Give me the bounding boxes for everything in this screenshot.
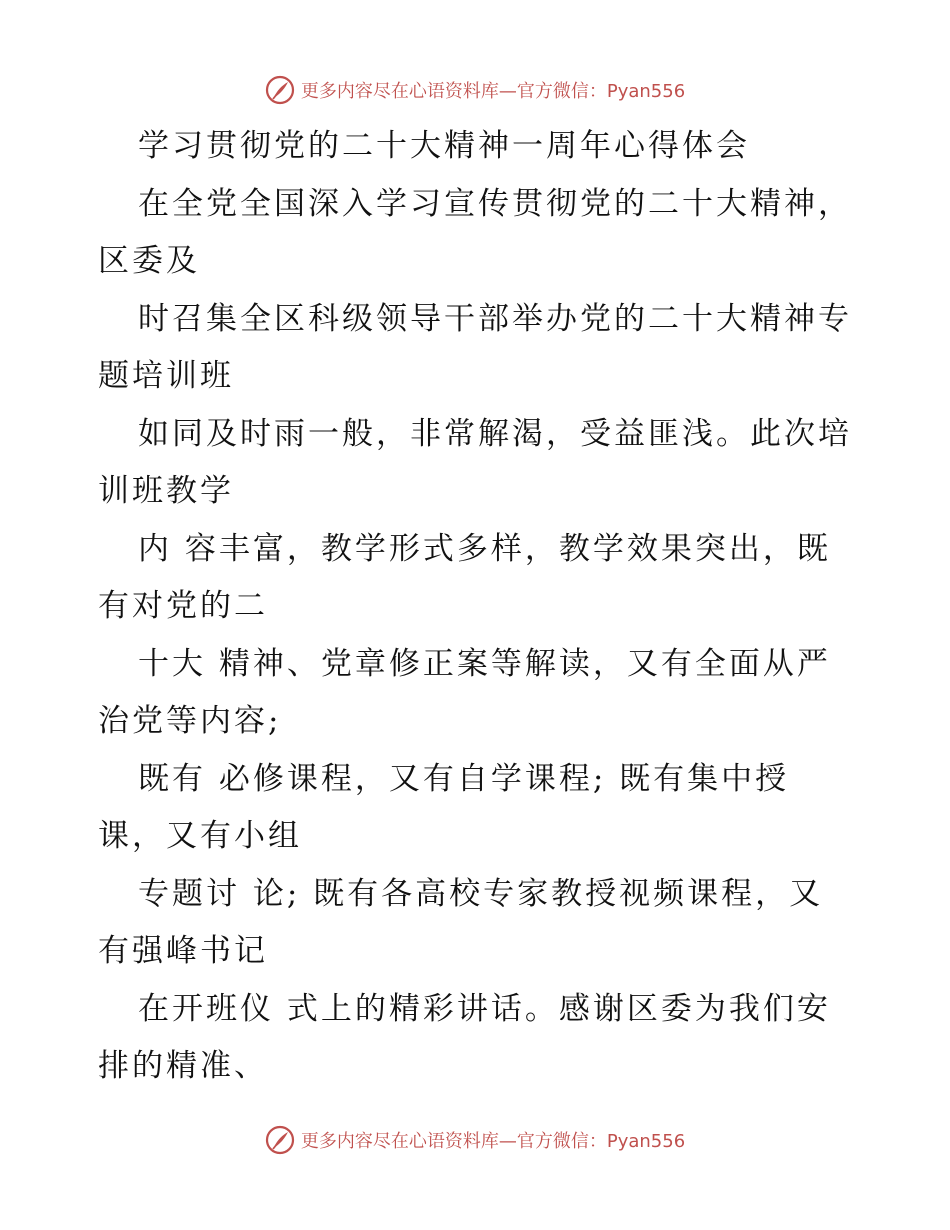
text-line: 如同及时雨一般，非常解渴，受益匪浅。此次培: [138, 415, 852, 452]
header-watermark: [0, 70, 950, 110]
text-line: 有对党的二: [98, 588, 268, 624]
feather-quill-icon: [265, 1125, 295, 1155]
watermark-text: 更多内容尽在心语资料库—官方微信：Pyan556: [300, 1131, 686, 1152]
watermark-text: 更多内容尽在心语资料库—官方微信：Pyan556: [300, 81, 686, 102]
text-line: 有强峰书记: [98, 933, 268, 969]
text-line: 排的精准、: [98, 1048, 268, 1084]
feather-quill-icon: [265, 75, 295, 105]
text-line: 学习贯彻党的二十大精神一周年心得体会: [138, 128, 750, 164]
text-line: 题培训班: [98, 358, 234, 394]
text-line: 在全党全国深入学习宣传贯彻党的二十大精神，: [138, 185, 852, 222]
text-line: 专题讨 论; 既有各高校专家教授视频课程，又: [138, 875, 824, 912]
text-line: 内 容丰富，教学形式多样，教学效果突出，既: [138, 530, 831, 567]
document-body: [98, 118, 858, 1096]
text-line: 时召集全区科级领导干部举办党的二十大精神专: [138, 300, 852, 337]
footer-watermark: [0, 1120, 950, 1160]
text-line: 既有 必修课程，又有自学课程; 既有集中授: [138, 760, 790, 797]
text-line: 十大 精神、党章修正案等解读，又有全面从严: [138, 645, 831, 682]
text-line: 课，又有小组: [98, 818, 302, 854]
text-line: 区委及: [98, 243, 200, 279]
text-line: 训班教学: [98, 473, 234, 509]
text-line: 治党等内容;: [98, 703, 282, 739]
text-line: 在开班仪 式上的精彩讲话。感谢区委为我们安: [138, 990, 831, 1027]
